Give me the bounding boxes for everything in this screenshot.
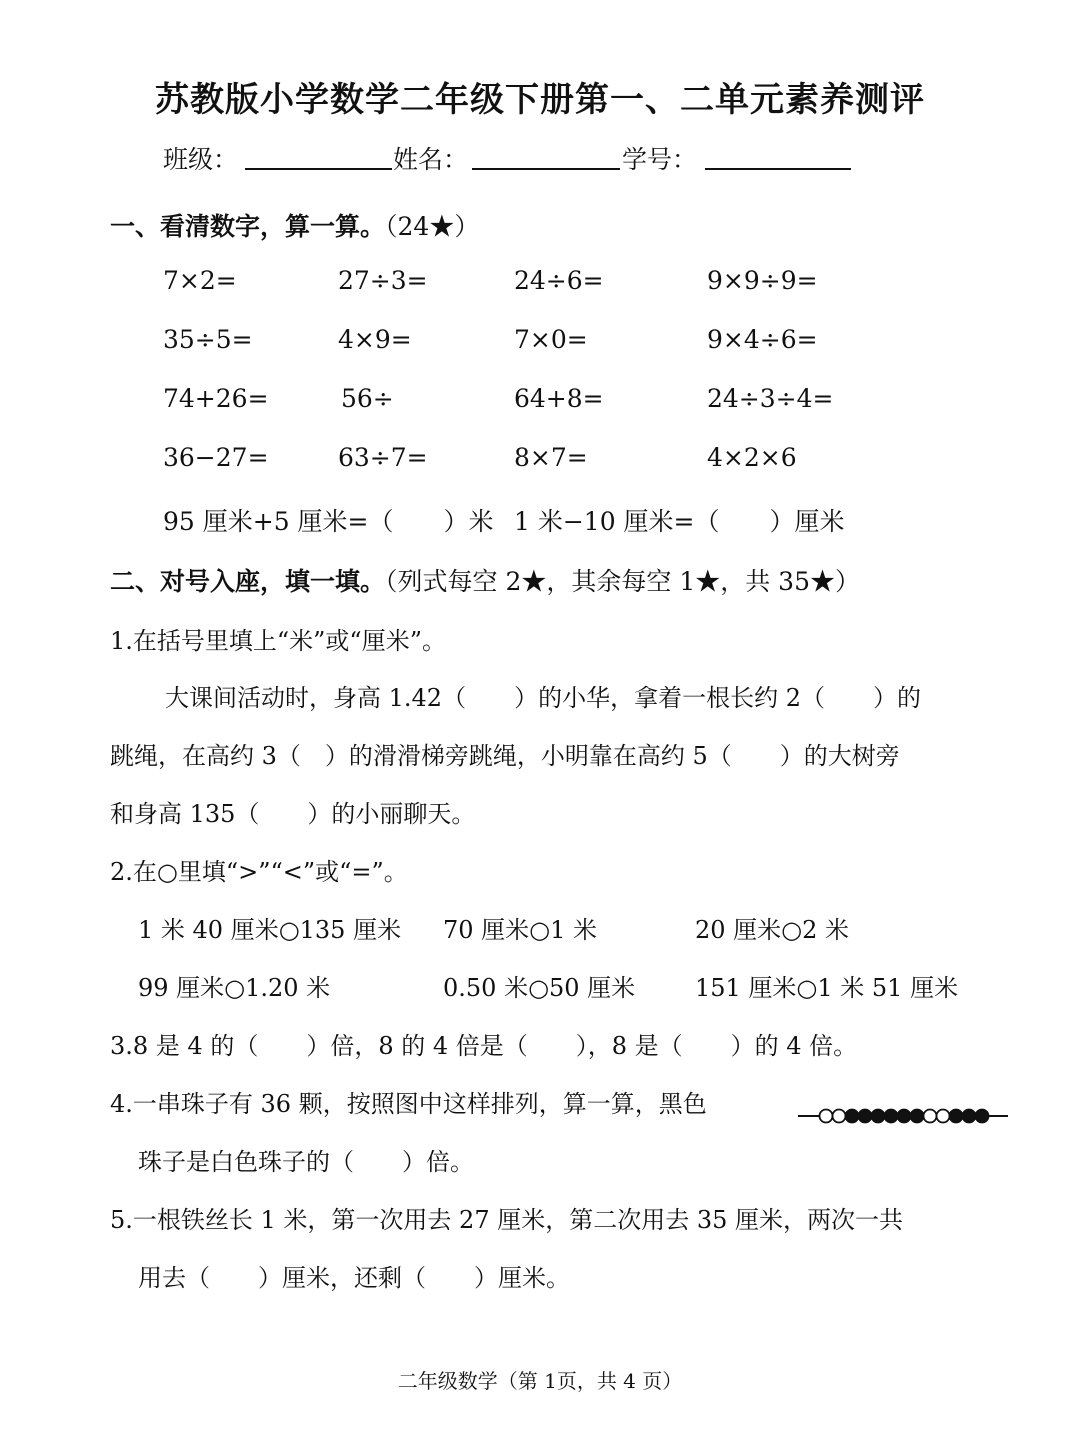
compare-item: 70 厘米○1 米 — [443, 916, 598, 944]
section2-heading-text: 二、对号入座，填一填。 — [110, 567, 386, 596]
calc-item: 9×4÷6= — [707, 325, 818, 354]
compare-item: 99 厘米○1.20 米 — [138, 974, 331, 1002]
unit-conversion: 1 米−10 厘米=（ ）厘米 — [514, 507, 845, 536]
calc-item: 63÷7= — [338, 443, 428, 472]
number-field[interactable] — [705, 168, 851, 170]
name-field[interactable] — [472, 168, 620, 170]
q3: 3.8 是 4 的（ ）倍，8 的 4 倍是（ ），8 是（ ）的 4 倍。 — [110, 1032, 858, 1060]
class-label: 班级： — [163, 145, 239, 174]
calc-item: 7×2= — [163, 266, 237, 295]
calc-item: 27÷3= — [338, 266, 428, 295]
section2-score: （列式每空 2★，其余每空 1★，共 35★） — [385, 567, 860, 596]
q4-line: 4.一串珠子有 36 颗，按照图中这样排列，算一算，黑色 — [110, 1090, 707, 1118]
calc-item: 56÷ — [341, 384, 394, 413]
calc-item: 8×7= — [514, 443, 588, 472]
section1-heading-text: 一、看清数字，算一算。 — [110, 212, 386, 241]
section1-heading — [110, 207, 479, 243]
compare-item: 151 厘米○1 米 51 厘米 — [695, 974, 959, 1002]
compare-item: 0.50 米○50 厘米 — [443, 974, 636, 1002]
calc-item: 4×2×6 — [707, 443, 797, 472]
q1-line: 和身高 135（ ）的小丽聊天。 — [110, 800, 476, 828]
q1-prompt: 1.在括号里填上“米”或“厘米”。 — [110, 627, 446, 655]
calc-item: 24÷6= — [514, 266, 604, 295]
name-label: 姓名： — [393, 145, 469, 174]
q4-line: 珠子是白色珠子的（ ）倍。 — [138, 1148, 474, 1176]
compare-item: 20 厘米○2 米 — [695, 916, 850, 944]
calc-item: 24÷3÷4= — [707, 384, 834, 413]
page-title: 苏教版小学数学二年级下册第一、二单元素养测评 — [155, 80, 925, 120]
q5-line: 用去（ ）厘米，还剩（ ）厘米。 — [138, 1264, 570, 1292]
calc-item: 36−27= — [163, 443, 269, 472]
calc-item: 74+26= — [163, 384, 269, 413]
q5-line: 5.一根铁丝长 1 米，第一次用去 27 厘米，第二次用去 35 厘米，两次一共 — [110, 1206, 904, 1234]
number-label: 学号： — [622, 145, 698, 174]
q1-line: 大课间活动时，身高 1.42（ ）的小华，拿着一根长约 2（ ）的 — [165, 684, 921, 712]
q2-prompt: 2.在○里填“>”“<”或“=”。 — [110, 858, 408, 886]
calc-item: 9×9÷9= — [707, 266, 818, 295]
calc-item: 7×0= — [514, 325, 588, 354]
q1-line: 跳绳，在高约 3（ ）的滑滑梯旁跳绳，小明靠在高约 5（ ）的大树旁 — [110, 742, 900, 770]
section2-heading — [110, 562, 860, 598]
calc-item: 4×9= — [338, 325, 412, 354]
bead-string-figure — [798, 1104, 1008, 1128]
calc-item: 35÷5= — [163, 325, 253, 354]
page-footer: 二年级数学（第 1页，共 4 页） — [397, 1369, 683, 1393]
class-field[interactable] — [245, 168, 392, 170]
section1-score: （24★） — [385, 212, 480, 241]
calc-item: 64+8= — [514, 384, 604, 413]
compare-item: 1 米 40 厘米○135 厘米 — [138, 916, 402, 944]
unit-conversion: 95 厘米+5 厘米=（ ）米 — [163, 507, 494, 536]
